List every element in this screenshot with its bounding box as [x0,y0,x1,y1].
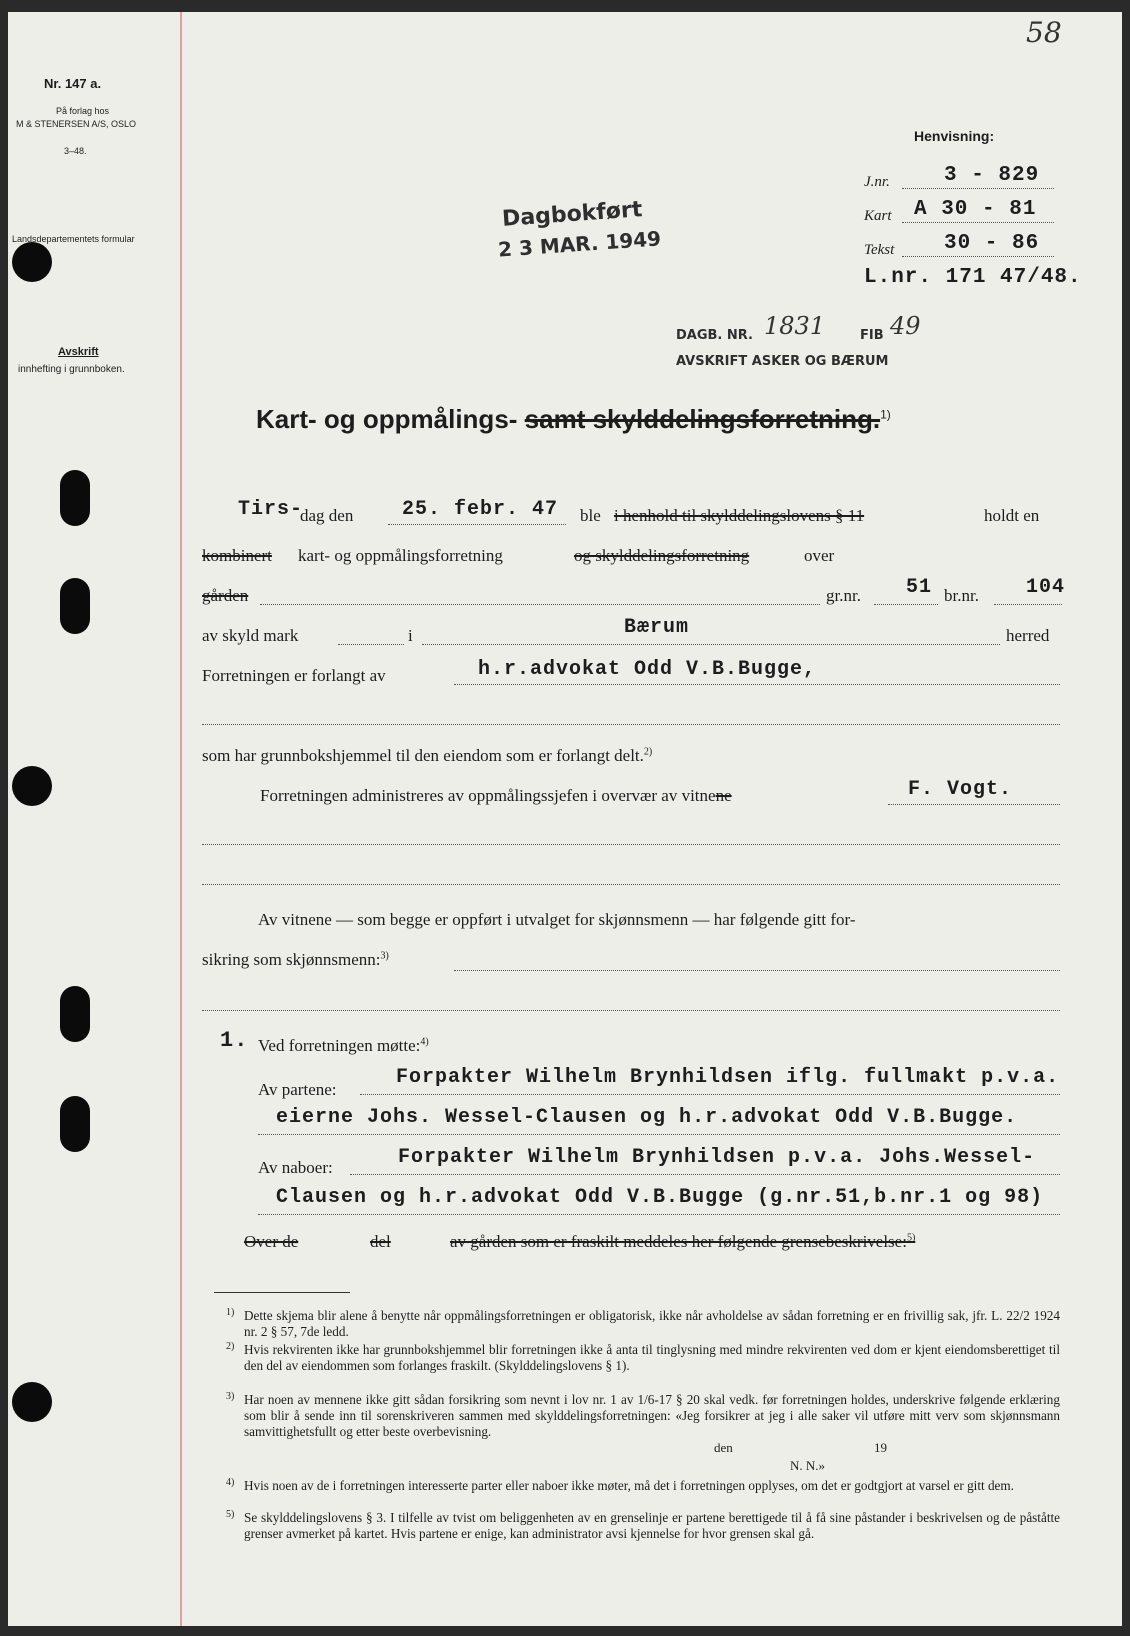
copy-heading: Avskrift [58,346,99,358]
brnr-label: br.nr. [944,586,979,605]
footnote-3-den: den [714,1440,733,1455]
footnote-3: 3) Har noen av mennene ikke gitt sådan forsikring som nevnt i lov nr. 1 av 1/6-17 § 20 skal vedk. før forretningen holdes, underskrive følgende erklæring som blir å sende inn til sorenskriveren sammen med skylddelingsforretningen: «Jeg forsikrer at jeg i alle saker vil utføre mitt verv som skjønnsmann samvittighetsfullt og etter beste overbevisning. [226,1391,1060,1439]
dagb-stamp-line2: AVSKRIFT ASKER OG BÆRUM [676,354,889,369]
footnote-separator [214,1292,350,1293]
skyld-label: av skyld mark [202,626,299,645]
binding-hole [60,986,90,1042]
form-number: Nr. 147 a. [44,76,102,91]
i-label: i [408,626,413,645]
henhold-struck: i henhold til skylddelingslovens § 11 [614,506,865,525]
margin-rule [180,12,182,1626]
garden-struck: gården [202,586,249,605]
page-number: 58 [1026,16,1062,49]
forlangt-label: Forretningen er forlangt av [202,666,386,685]
naboer-line1: Forpakter Wilhelm Brynhildsen p.v.a. Johs.Wessel- [398,1146,1036,1169]
dagb-nr-year: 49 [890,312,921,340]
partene-line2: eierne Johs. Wessel-Clausen og h.r.advokat Odd V.B.Bugge. [276,1106,1018,1129]
copy-note: innhefting i grunnboken. [18,364,125,375]
del-struck: del [370,1232,391,1251]
dagb-nr-suffix: FIB [860,328,884,343]
kombinert-struck: kombinert [202,546,272,565]
kart-value: A 30 - 81 [914,198,1037,221]
footnote-1: 1) Dette skjema blir alene å benytte når oppmålingsforretningen er obligatorisk, ikke når avholdelse av sådan forretning er en frivillig sak, jfr. L. 22/2 1924 nr. 2 § 57, 7de ledd. [226,1307,1060,1339]
binding-hole [12,242,52,282]
title-part1: Kart- og oppmålings- [256,404,518,434]
ble-text: ble [580,506,601,525]
admin-text: Forretningen administreres av oppmålingssjefen i overvær av vitnene [260,786,732,805]
herred-text: herred [1006,626,1050,645]
title-part2-struck: samt skylddelingsforretning. [524,404,881,434]
footnote-4: 4) Hvis noen av de i forretningen interesserte parter eller naboer ikke møter, må det i forretningen opplyses, om det er godtgjort at varsel er gitt dem. [226,1477,1014,1493]
publisher-line2: M & STENERSEN A/S, OSLO [16,119,137,129]
naboer-label: Av naboer: [258,1158,333,1177]
document-title [256,404,891,435]
naboer-line2: Clausen og h.r.advokat Odd V.B.Bugge (g.nr.51,b.nr.1 og 98) [276,1186,1044,1209]
document-page [8,12,1122,1626]
day-typed: Tirs- [238,498,304,521]
tekst-label: Tekst [864,242,895,258]
footnote-3-year: 19 [874,1440,887,1455]
kommune-value: Bærum [624,616,690,639]
partene-line1: Forpakter Wilhelm Brynhildsen iflg. fullmakt p.v.a. [396,1066,1060,1089]
tekst-value: 30 - 86 [944,232,1040,255]
dagb-nr-prefix: DAGB. NR. [676,328,753,343]
og-skylddeling-struck: og skylddelingsforretning [574,546,750,565]
dag-den-text: dag den [300,506,354,525]
lnr-value: L.nr. 171 47/48. [864,266,1082,289]
partene-label: Av partene: [258,1080,337,1099]
binding-hole [60,470,90,526]
witness-value: F. Vogt. [908,778,1013,801]
footnote-3-nn: N. N.» [790,1458,826,1473]
binding-hole [60,578,90,634]
vitner-line2: sikring som skjønnsmenn:$^{3)}$ [202,950,389,969]
dagbokfort-stamp-line1: Dagbokført [501,197,644,232]
footnote-2: 2) Hvis rekvirenten ikke har grunnbokshjemmel blir forretningen ikke å anta til tinglysning med mindre rekvirenten ved dom er kjent eiendomsberettiget til den del av eiendommen som forlanges fraskilt. (Skylddelingslovens § 1). [226,1341,1060,1373]
over-de-struck: Over de [244,1232,299,1251]
title-footnote-mark: 1) [880,407,891,422]
jnr-value: 3 - 829 [944,164,1040,187]
dagbokfort-stamp-date: 2 3 MAR. 1949 [497,226,662,262]
binding-hole [12,1382,52,1422]
jnr-label: J.nr. [864,174,890,190]
date-code: 3–48. [64,146,87,156]
vitner-line1: Av vitnene — som begge er oppført i utvalget for skjønnsmenn — har følgende gitt for- [258,910,856,929]
publisher-line1: På forlag hos [56,106,110,116]
garden-line-struck: av gården som er fraskilt meddeles her følgende grensebeskrivelse:$^{5)}$ [450,1232,916,1251]
footnote-5: 5) Se skylddelingslovens § 3. I tilfelle av tvist om beliggenheten av en grenselinje er partene berettigede til å få sine påstander i beskrivelsen og de påståtte grenser avmerket på kartet. Hvis partene er enige, kan administrator avsi kjennelse for hvor grensen skal gå. [226,1509,1060,1541]
kart-label: Kart [864,208,892,224]
binding-hole [60,1096,90,1152]
department-label: Landsdepartementets formular [12,234,135,244]
grnr-label: gr.nr. [826,586,861,605]
item-number: 1. [220,1028,249,1053]
holdt-en-text: holdt en [984,506,1040,525]
over-text: over [804,546,835,565]
binding-hole [12,766,52,806]
brnr-value: 104 [1026,576,1066,599]
hjemmel-text: som har grunnbokshjemmel til den eiendom som er forlangt delt.$^{2)}$ [202,746,653,765]
mote-label: Ved forretningen møtte:$^{4)}$ [258,1036,429,1055]
grnr-value: 51 [906,576,933,599]
dagb-nr-number: 1831 [764,312,826,340]
forlangt-value: h.r.advokat Odd V.B.Bugge, [478,658,817,681]
reference-heading: Henvisning: [914,128,995,144]
date-typed: 25. febr. 47 [402,498,559,521]
kart-og-text: kart- og oppmålingsforretning [298,546,503,565]
